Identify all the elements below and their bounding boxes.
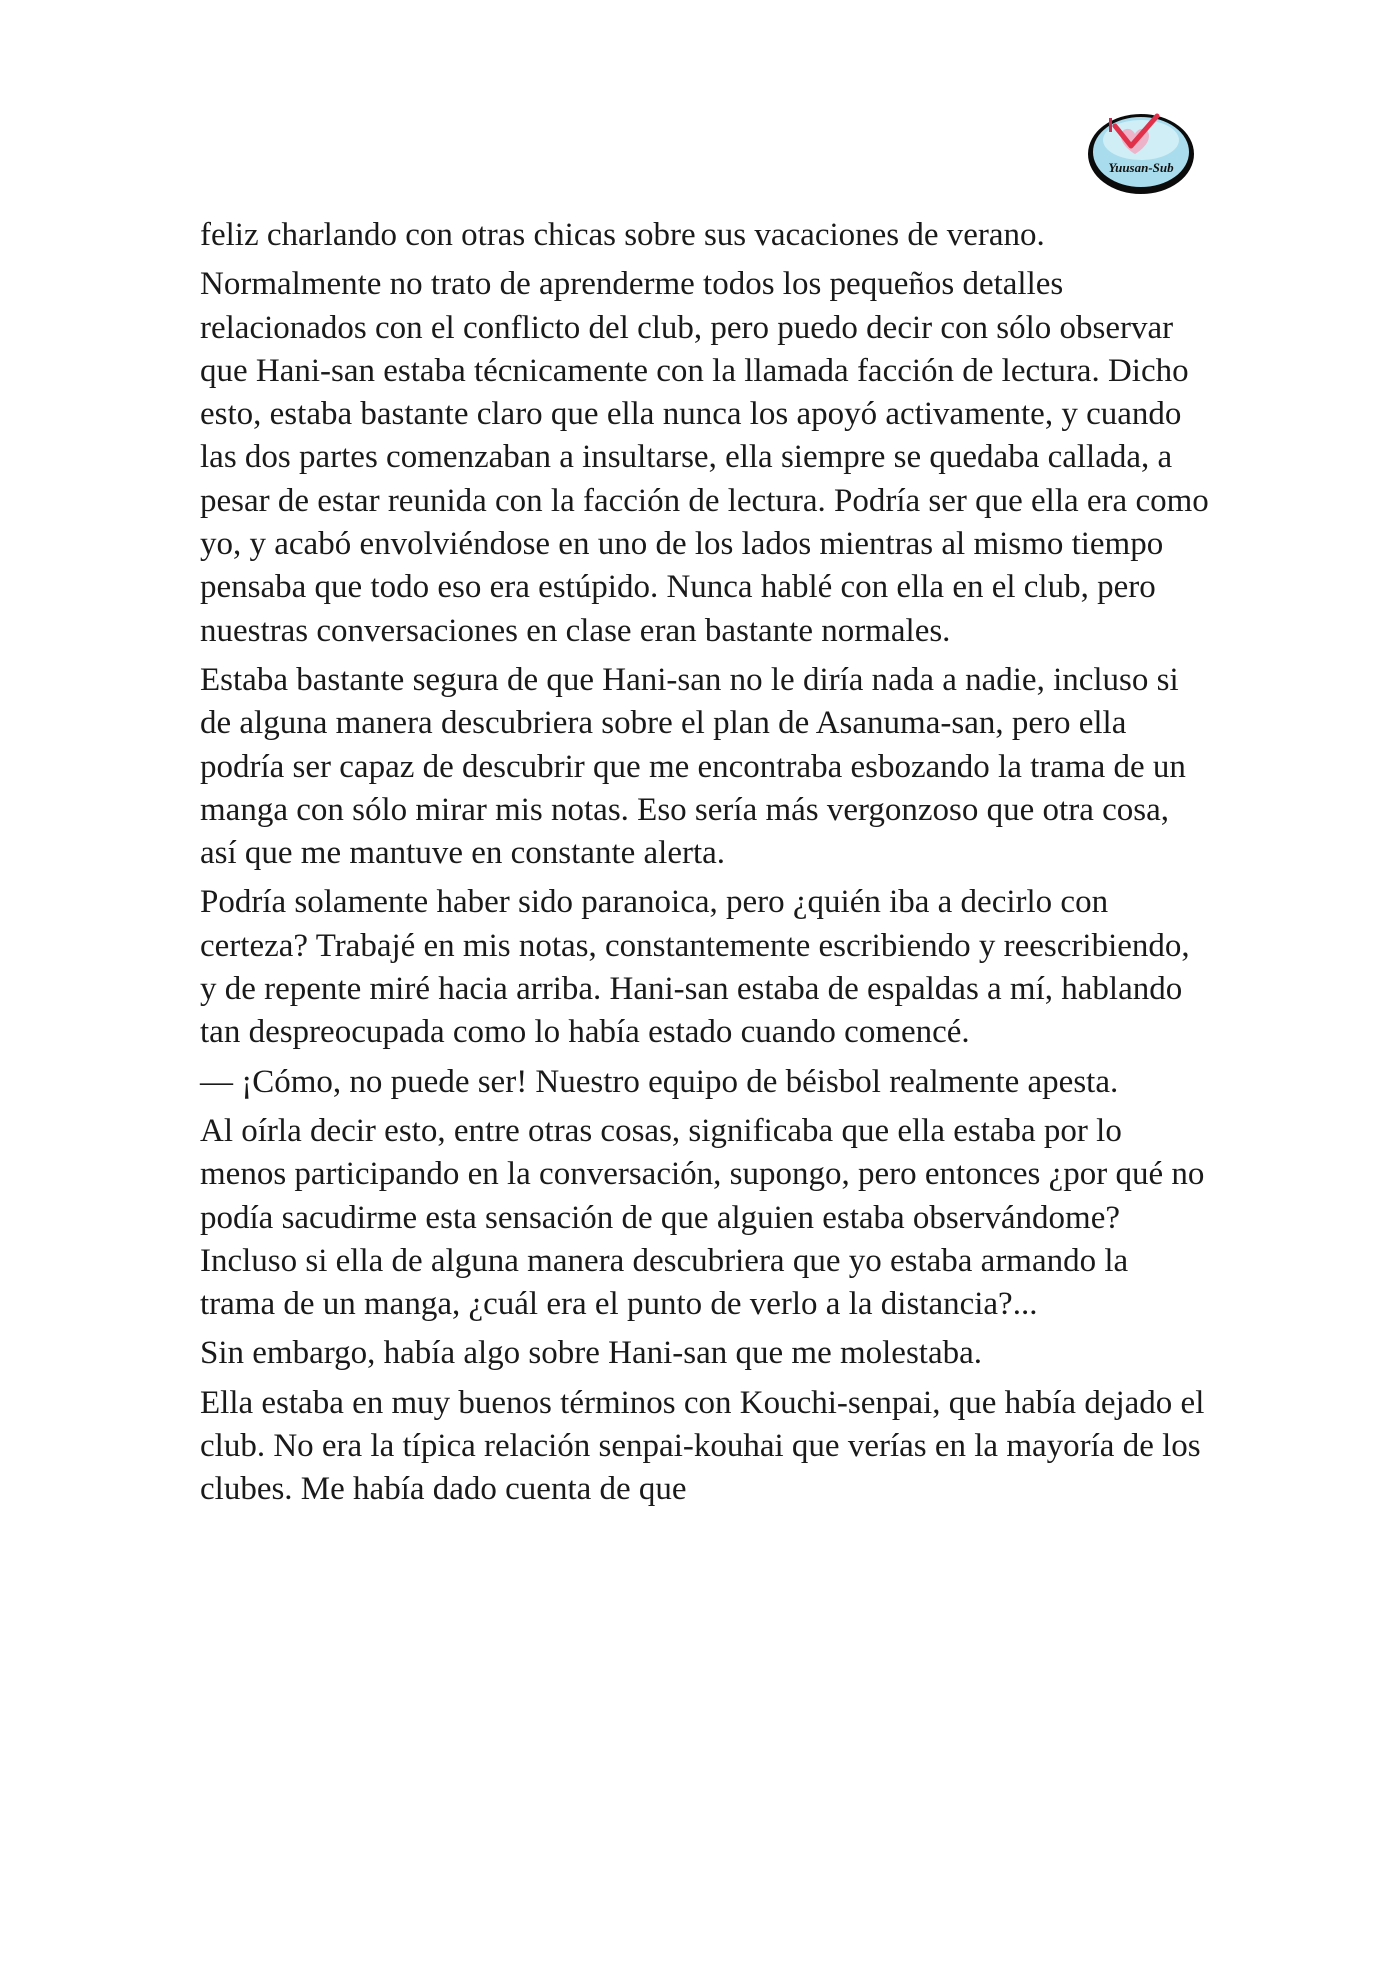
paragraph-5: Al oírla decir esto, entre otras cosas, significaba que ella estaba por lo menos participando en la conversación, supongo, pero entonces ¿por qué no podía sacudirme esta sensación de que alguien estaba observándome? Incluso si ella de alguna manera descubriera que yo estaba armando la trama de un manga, ¿cuál era el punto de verlo a la distancia?... — [200, 1112, 1205, 1323]
paragraph-7: Ella estaba en muy buenos términos con Kouchi-senpai, que había dejado el club. No era la típica relación senpai-kouhai que verías en la mayoría de los clubes. Me había dado cuenta de que — [200, 1384, 1205, 1508]
paragraph-3: Estaba bastante segura de que Hani-san no le diría nada a nadie, incluso si de alguna manera descubriera sobre el plan de Asanuma-san, pero ella podría ser capaz de descubrir que me encontraba esbozando la trama de un manga con sólo mirar mis notas. Eso sería más vergonzoso que otra cosa, así que me mantuve en constante alerta. — [200, 661, 1186, 872]
paragraph-1: feliz charlando con otras chicas sobre sus vacaciones de verano. — [200, 217, 1045, 253]
paragraph-4: Podría solamente haber sido paranoica, pero ¿quién iba a decirlo con certeza? Trabajé en mis notas, constantemente escribiendo y reescribiendo, y de repente miré hacia arriba. Hani-san estaba de espaldas a mí, hablando tan despreocupada como lo había estado cuando comencé. — [200, 884, 1190, 1051]
document-body — [200, 214, 1210, 1512]
logo-text: Yuusan-Sub — [1108, 160, 1174, 175]
dialogue-line: — ¡Cómo, no puede ser! Nuestro equipo de béisbol realmente apesta. — [200, 1063, 1119, 1100]
paragraph-6: Sin embargo, había algo sobre Hani-san que me molestaba. — [200, 1335, 983, 1372]
heart-check-logo-icon — [1085, 106, 1197, 198]
yuusan-sub-logo — [1085, 106, 1197, 198]
paragraph-2: Normalmente no trato de aprenderme todos los pequeños detalles relacionados con el conflicto del club, pero puedo decir con sólo observar que Hani-san estaba técnicamente con la llamada facción de lectura. Dicho esto, estaba bastante claro que ella nunca los apoyó activamente, y cuando las dos partes comenzaban a insultarse, ella siempre se quedaba callada, a pesar de estar reunida con la facción de lectura. Podría ser que ella era como yo, y acabó envolviéndose en uno de los lados mientras al mismo tiempo pensaba que todo eso era estúpido. Nunca hablé con ella en el club, pero nuestras conversaciones en clase eran bastante normales. — [200, 266, 1209, 649]
